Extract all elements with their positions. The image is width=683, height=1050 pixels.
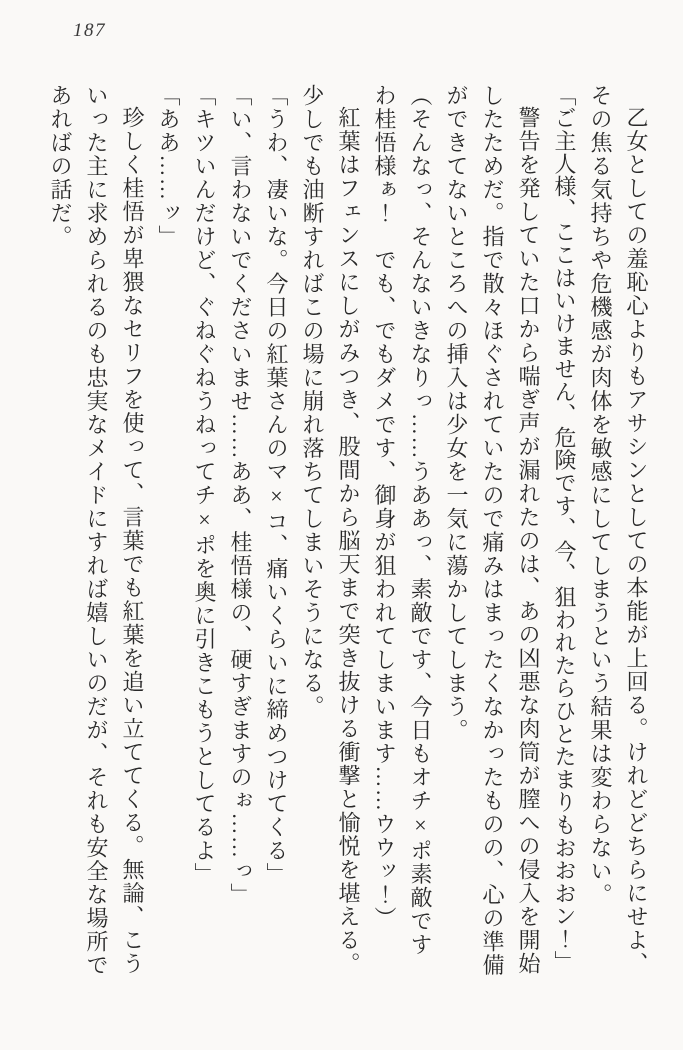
paragraph-5: 紅葉はフェンスにしがみつき、股間から脳天まで突き抜ける衝撃と愉悦を堪える。少しでも油断すればこの場に崩れ落ちてしまいそうになる。 (300, 84, 361, 976)
paragraph-2: 「ご主人様、ここはいけません、危険です、今、狙われたらひとたまりもおおおン！」 (552, 84, 577, 974)
paragraph-6: 「うわ、凄いな。今日の紅葉さんのマ×コ、痛いくらいに締めつけてくる」 (264, 84, 289, 886)
paragraph-7: 「い、言わないでくださいませ……ああ、桂悟様の、硬すぎますのぉ……っ」 (228, 84, 253, 907)
paragraph-9: 「ああ……ッ」 (156, 84, 181, 249)
body-text (42, 84, 654, 978)
page-number: 187 (73, 20, 106, 41)
paragraph-3: 警告を発していた口から喘ぎ声が漏れたのは、あの凶悪な肉筒が膣への侵入を開始したためだ。指で散々ほぐされていたので痛みはまったくなかったものの、心の準備ができてないところへの挿入は少女を一気に蕩かしてしまう。 (444, 84, 541, 977)
paragraph-4: （そんなっ、そんないきなりっ……うああっ、素敵です、今日もオチ×ポ素敵ですわ桂悟様ぁ！ でも、でもダメです、御身が狙われてしまいます……ウウッ！） (372, 84, 433, 957)
paragraph-8: 「キツいんだけど、ぐねぐねうねってチ×ポを奥に引きこもうとしてるよ」 (192, 84, 217, 886)
paragraph-10: 珍しく桂悟が卑猥なセリフを使って、言葉でも紅葉を追い立ててくる。無論、こういった主に求められるのも忠実なメイドにすれば嬉しいのだが、それも安全な場所であればの話だ。 (48, 84, 145, 977)
paragraph-1: 乙女としての羞恥心よりもアサシンとしての本能が上回る。けれどどちらにせよ、その焦る気持ちや危機感が肉体を敏感にしてしまうという結果は変わらない。 (588, 84, 649, 976)
